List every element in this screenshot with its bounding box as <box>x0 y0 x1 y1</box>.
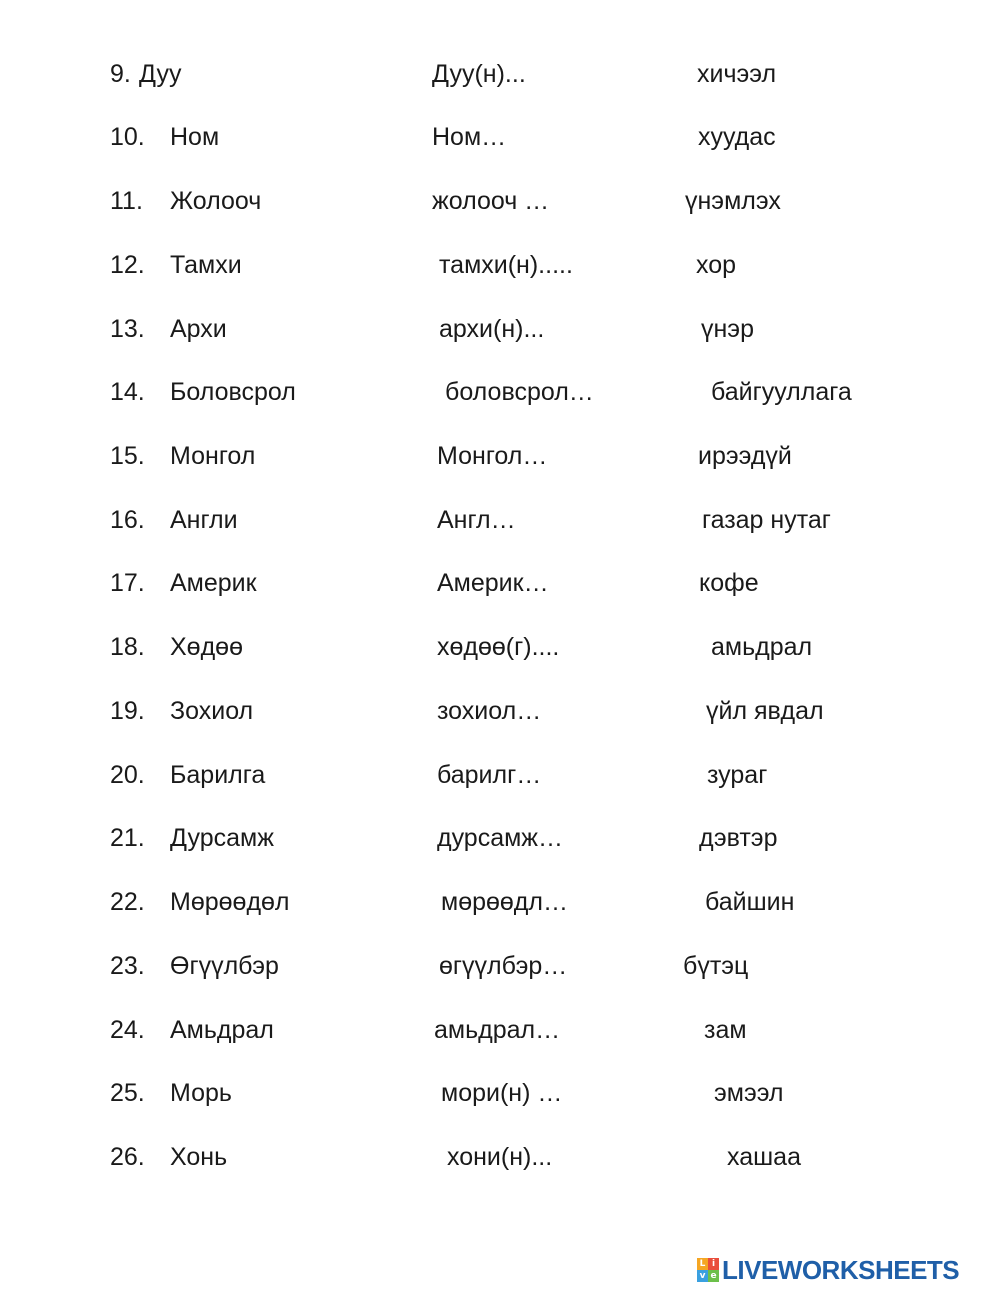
row-number: 10. <box>110 123 145 151</box>
row-word: Өгүүлбэр <box>170 952 279 980</box>
row-stem: Америк… <box>437 569 549 597</box>
row-noun: хуудас <box>698 123 776 151</box>
worksheet-row <box>0 1137 1000 1177</box>
row-noun: кофе <box>699 569 759 597</box>
row-noun: зам <box>704 1016 747 1044</box>
worksheet-row <box>0 1010 1000 1050</box>
row-word: Монгол <box>170 442 256 470</box>
row-noun: үнэр <box>701 315 754 343</box>
row-number: 17. <box>110 569 145 597</box>
worksheet-row <box>0 818 1000 858</box>
row-number: 13. <box>110 315 145 343</box>
worksheet-row <box>0 563 1000 603</box>
worksheet-row <box>0 691 1000 731</box>
row-noun: газар нутаг <box>702 506 831 534</box>
logo-mark-letter: L <box>697 1258 708 1270</box>
row-word: Дуу <box>139 60 182 88</box>
row-number: 15. <box>110 442 145 470</box>
row-noun: дэвтэр <box>699 824 778 852</box>
row-stem: Монгол… <box>437 442 548 470</box>
worksheet-row <box>0 755 1000 795</box>
row-number: 14. <box>110 378 145 406</box>
row-word: Хөдөө <box>170 633 243 661</box>
worksheet-row <box>0 117 1000 157</box>
row-stem: мөрөөдл… <box>441 888 568 916</box>
worksheet-row <box>0 181 1000 221</box>
row-word: Америк <box>170 569 257 597</box>
row-noun: бүтэц <box>683 952 749 980</box>
row-stem: хони(н)... <box>447 1143 553 1171</box>
logo-mark-letter: v <box>697 1270 708 1282</box>
row-stem: Англ… <box>437 506 516 534</box>
row-stem: өгүүлбэр… <box>439 952 568 980</box>
row-number: 9. <box>110 60 131 88</box>
row-word: Англи <box>170 506 238 534</box>
worksheet-row <box>0 372 1000 412</box>
row-word: Морь <box>170 1079 232 1107</box>
row-number: 11. <box>110 187 143 215</box>
row-number: 25. <box>110 1079 145 1107</box>
liveworksheets-logo-icon <box>697 1258 719 1282</box>
row-stem: мори(н) … <box>441 1079 563 1107</box>
row-stem: тамхи(н)..... <box>439 251 573 279</box>
row-word: Боловсрол <box>170 378 296 406</box>
row-noun: ирээдүй <box>698 442 792 470</box>
row-word: Ном <box>170 123 220 151</box>
liveworksheets-logo <box>697 1253 959 1287</box>
row-noun: байгууллага <box>711 378 852 406</box>
worksheet-row <box>0 309 1000 349</box>
row-number: 16. <box>110 506 145 534</box>
row-word: Амьдрал <box>170 1016 274 1044</box>
worksheet-row <box>0 54 1000 94</box>
row-word: Мөрөөдөл <box>170 888 290 916</box>
row-number: 19. <box>110 697 145 725</box>
logo-mark-letter: i <box>708 1258 719 1270</box>
row-number: 21. <box>110 824 145 852</box>
row-number: 24. <box>110 1016 145 1044</box>
row-number: 20. <box>110 761 145 789</box>
worksheet-row <box>0 1073 1000 1113</box>
row-word: Дурсамж <box>170 824 274 852</box>
row-number: 22. <box>110 888 145 916</box>
row-stem: боловсрол… <box>445 378 594 406</box>
row-noun: эмээл <box>714 1079 784 1107</box>
row-noun: хичээл <box>697 60 777 88</box>
row-number: 18. <box>110 633 145 661</box>
worksheet-row <box>0 946 1000 986</box>
worksheet-row <box>0 500 1000 540</box>
row-stem: зохиол… <box>437 697 542 725</box>
row-stem: архи(н)... <box>439 315 545 343</box>
row-word: Зохиол <box>170 697 254 725</box>
row-word: Тамхи <box>170 251 242 279</box>
row-word: Архи <box>170 315 227 343</box>
row-noun: үнэмлэх <box>685 187 781 215</box>
row-stem: амьдрал… <box>434 1016 561 1044</box>
row-word: Барилга <box>170 761 266 789</box>
row-noun: хор <box>696 251 737 279</box>
row-stem: Ном… <box>432 123 507 151</box>
liveworksheets-logo-text: LIVEWORKSHEETS <box>722 1254 960 1285</box>
row-noun: үйл явдал <box>706 697 824 725</box>
logo-mark-letter: e <box>708 1270 719 1282</box>
row-stem: хөдөө(г).... <box>437 633 560 661</box>
worksheet-row <box>0 627 1000 667</box>
row-noun: хашаа <box>727 1143 801 1171</box>
row-number: 12. <box>110 251 145 279</box>
row-stem: дурсамж… <box>437 824 564 852</box>
worksheet-row <box>0 245 1000 285</box>
row-stem: жолооч … <box>432 187 550 215</box>
row-word: Жолооч <box>170 187 262 215</box>
row-stem: барилг… <box>437 761 542 789</box>
row-number: 26. <box>110 1143 145 1171</box>
worksheet-row <box>0 882 1000 922</box>
row-number: 23. <box>110 952 145 980</box>
row-noun: амьдрал <box>711 633 813 661</box>
row-stem: Дуу(н)... <box>432 60 526 88</box>
worksheet-row <box>0 436 1000 476</box>
row-noun: байшин <box>705 888 795 916</box>
row-noun: зураг <box>707 761 768 789</box>
row-word: Хонь <box>170 1143 228 1171</box>
